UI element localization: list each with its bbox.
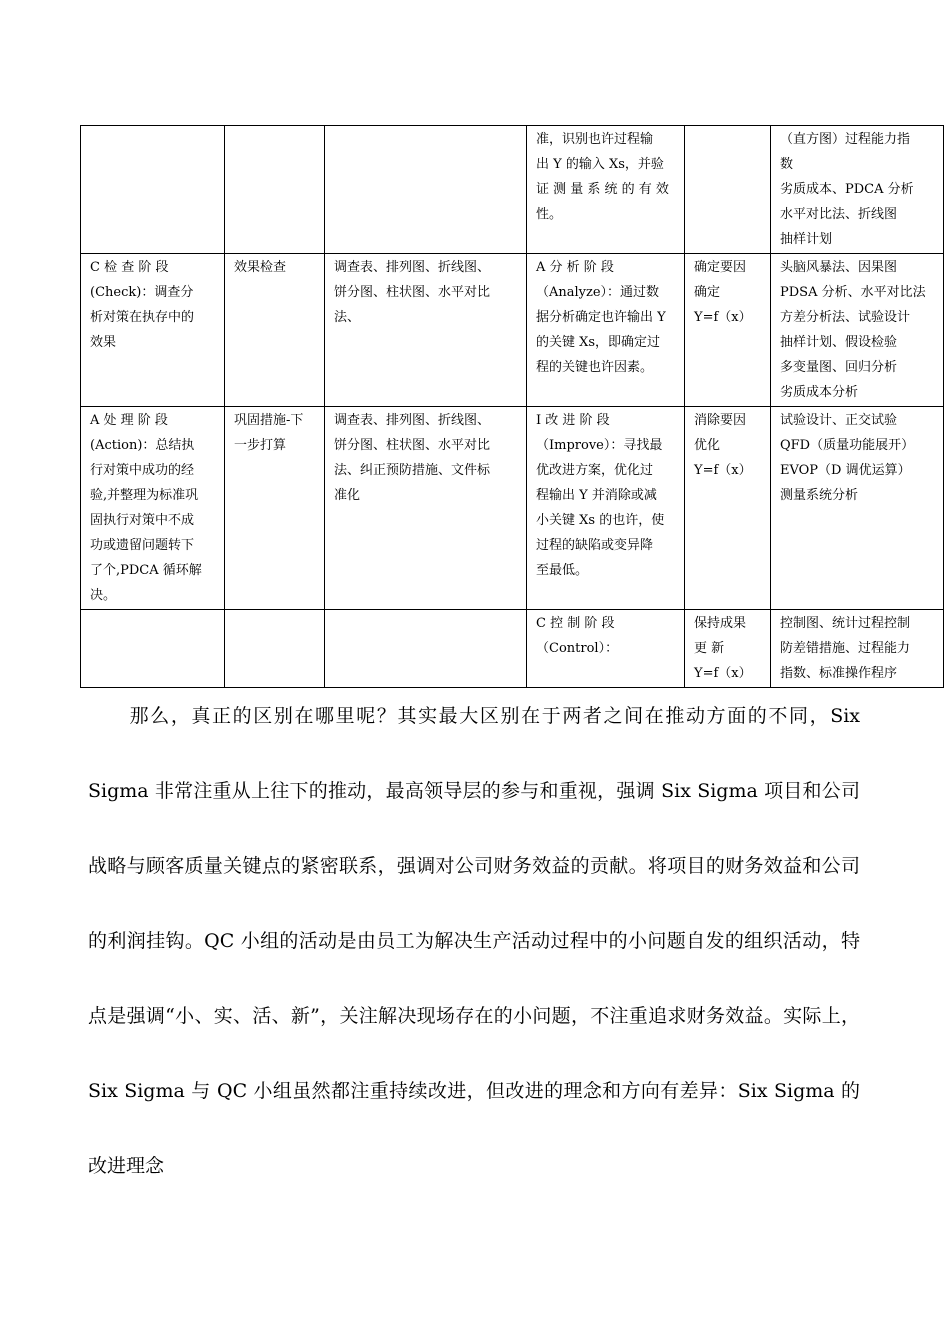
cell-line: 水平对比法、折线图	[780, 207, 898, 222]
table-cell-dmaic-stage	[527, 407, 685, 610]
cell-line: 保持成果	[694, 616, 747, 631]
cell-line: 更 新	[694, 641, 725, 656]
cell-line: 抽样计划	[780, 232, 833, 247]
cell-line: Y=f（x）	[694, 666, 752, 681]
cell-line: 优化	[694, 438, 721, 453]
cell-line: 饼分图、柱状图、水平对比	[334, 438, 491, 453]
cell-line: 程输出 Y 并消除或减	[536, 488, 657, 503]
cell-line: 准化	[334, 488, 361, 503]
cell-line: QFD（质量功能展开）	[780, 438, 915, 453]
cell-line: 决。	[90, 588, 117, 603]
cell-line: 证 测 量 系 统 的 有 效	[536, 182, 669, 197]
cell-line: 测量系统分析	[780, 488, 859, 503]
cell-line: 防差错措施、过程能力	[780, 641, 911, 656]
cell-line: 头脑风暴法、因果图	[780, 260, 898, 275]
cell-line: 功或遗留问题转下	[90, 538, 195, 553]
cell-line: 饼分图、柱状图、水平对比	[334, 285, 491, 300]
table-cell-pdca-tools	[325, 126, 527, 254]
paragraph-text: 那么，真正的区别在哪里呢？其实最大区别在于两者之间在推动方面的不同，Six Sigma 非常注重从上往下的推动，最高领导层的参与和重视，强调 Six Sigma 项目和公司战略与顾客质量关键点的紧密联系，强调对公司财务效益的贡献。将项目的财务效益和公司的利润挂钩。QC 小组的活动是由员工为解决生产活动过程中的小问题自发的组织活动，特点是强调“小、实、活、新”，关注解决现场存在的小问题，不注重追求财务效益。实际上，Six Sigma 与 QC 小组虽然都注重持续改进，但改进的理念和方向有差异：Six Sigma 的改进理念	[88, 705, 860, 1177]
cell-line: 数	[780, 157, 794, 172]
cell-line: 小关键 Xs 的也许，使	[536, 513, 665, 528]
cell-line: 过程的缺陷或变异降	[536, 538, 654, 553]
cell-line: 行对策中成功的经	[90, 463, 195, 478]
table-row	[81, 254, 944, 407]
cell-line: 劣质成本分析	[780, 385, 859, 400]
cell-line: 抽样计划、假设检验	[780, 335, 898, 350]
table-cell-dmaic-tools	[771, 407, 944, 610]
table-cell-pdca-method	[225, 254, 325, 407]
table-row	[81, 610, 944, 688]
table-cell-dmaic-tools	[771, 126, 944, 254]
cell-line: （Analyze）：通过数	[536, 285, 660, 300]
cell-line: Y=f（x）	[694, 310, 752, 325]
table-cell-pdca-stage	[81, 126, 225, 254]
table-cell-pdca-tools	[325, 407, 527, 610]
table-cell-pdca-method	[225, 407, 325, 610]
cell-line: C 控 制 阶 段	[536, 616, 615, 631]
table-body	[81, 126, 944, 688]
cell-line: （Control）：	[536, 641, 619, 656]
table-cell-dmaic-focus	[685, 407, 771, 610]
cell-line: 验,并整理为标准巩	[90, 488, 199, 503]
cell-line: 性。	[536, 207, 563, 222]
cell-line: 确定	[694, 285, 721, 300]
cell-line: 准，识别也许过程输	[536, 132, 654, 147]
table-cell-pdca-method	[225, 610, 325, 688]
table-cell-pdca-stage	[81, 610, 225, 688]
cell-line: 的关键 Xs，即确定过	[536, 335, 661, 350]
cell-line: 指数、标准操作程序	[780, 666, 898, 681]
table-cell-dmaic-stage	[527, 610, 685, 688]
cell-line: 消除要因	[694, 413, 747, 428]
body-paragraph	[88, 679, 860, 1204]
cell-line: 方差分析法、试验设计	[780, 310, 911, 325]
cell-line: 析对策在执存中的	[90, 310, 195, 325]
cell-line: 多变量图、回归分析	[780, 360, 898, 375]
cell-line: PDSA 分析、水平对比法	[780, 285, 926, 300]
cell-line: Y=f（x）	[694, 463, 752, 478]
cell-line: 一步打算	[234, 438, 287, 453]
cell-line: 效果检查	[234, 260, 287, 275]
cell-line: 法、	[334, 310, 361, 325]
cell-line: I 改 进 阶 段	[536, 413, 610, 428]
table-cell-dmaic-focus	[685, 610, 771, 688]
table-cell-dmaic-focus	[685, 254, 771, 407]
cell-line: 出 Y 的输入 Xs，并验	[536, 157, 664, 172]
cell-line: 控制图、统计过程控制	[780, 616, 911, 631]
cell-line: 程的关键也许因素。	[536, 360, 654, 375]
table-cell-pdca-method	[225, 126, 325, 254]
cell-line: EVOP（D 调优运算）	[780, 463, 911, 478]
table-cell-dmaic-focus	[685, 126, 771, 254]
cell-line: 确定要因	[694, 260, 747, 275]
table-cell-pdca-tools	[325, 610, 527, 688]
table-cell-dmaic-tools	[771, 254, 944, 407]
cell-line: 据分析确定也许输出 Y	[536, 310, 666, 325]
cell-line: （Improve）：寻找最	[536, 438, 663, 453]
table-cell-dmaic-tools	[771, 610, 944, 688]
cell-line: (Action)：总结执	[90, 438, 195, 453]
cell-line: 调查表、排列图、折线图、	[334, 413, 491, 428]
pdca-dmaic-comparison-table	[80, 125, 944, 688]
cell-line: 效果	[90, 335, 117, 350]
table-row	[81, 407, 944, 610]
cell-line: 固执行对策中不成	[90, 513, 195, 528]
cell-line: 劣质成本、PDCA 分析	[780, 182, 914, 197]
cell-line: （直方图）过程能力指	[780, 132, 911, 147]
cell-line: 巩固措施-下	[234, 413, 304, 428]
cell-line: 调查表、排列图、折线图、	[334, 260, 491, 275]
cell-line: A 分 析 阶 段	[536, 260, 614, 275]
table-cell-pdca-stage	[81, 407, 225, 610]
table-cell-dmaic-stage	[527, 126, 685, 254]
cell-line: C 检 查 阶 段	[90, 260, 169, 275]
table-cell-dmaic-stage	[527, 254, 685, 407]
cell-line: A 处 理 阶 段	[90, 413, 168, 428]
table-row	[81, 126, 944, 254]
table-cell-pdca-stage	[81, 254, 225, 407]
cell-line: (Check)：调查分	[90, 285, 194, 300]
cell-line: 试验设计、正交试验	[780, 413, 898, 428]
table-cell-pdca-tools	[325, 254, 527, 407]
cell-line: 至最低。	[536, 563, 589, 578]
cell-line: 法、纠正预防措施、文件标	[334, 463, 491, 478]
cell-line: 了个,PDCA 循环解	[90, 563, 202, 578]
cell-line: 优改进方案，优化过	[536, 463, 654, 478]
